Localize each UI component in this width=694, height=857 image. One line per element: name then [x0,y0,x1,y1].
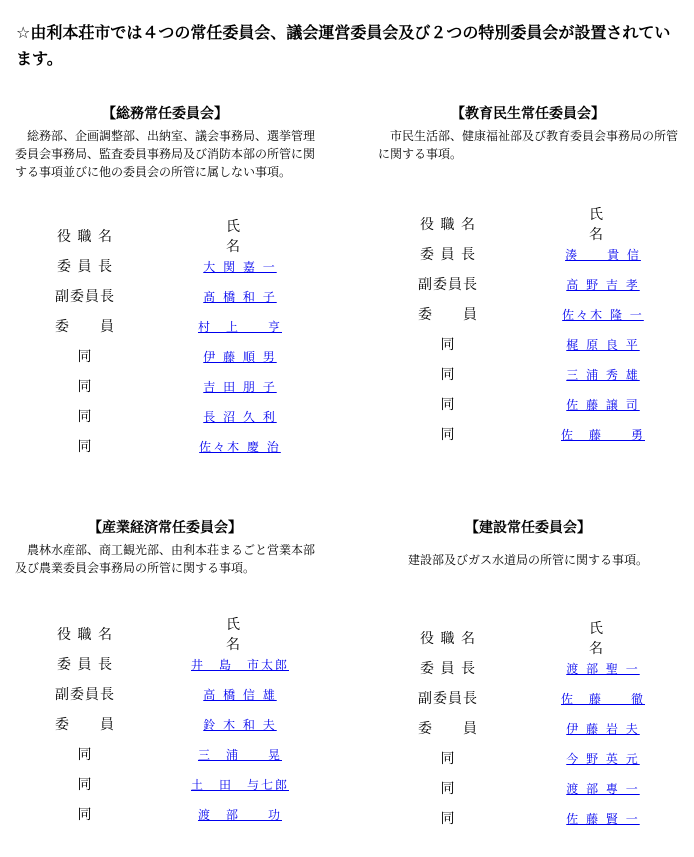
member-row [378,389,678,419]
member-row [15,341,315,371]
member-list [378,209,678,449]
committee-title: 【産業経済常任委員会】 [88,520,242,536]
committee-description: 建設部及びガス水道局の所管に関する事項。 [407,553,648,567]
member-name-link[interactable]: 佐 藤 賢 一 [566,811,640,826]
member-name-link[interactable]: 井 島 市太郎 [190,657,289,672]
member-role: 同 [77,379,93,395]
member-name-link[interactable]: 大 関 嘉 一 [203,259,277,274]
role-header: 役 職 名 [420,217,476,233]
member-list-header [15,219,315,255]
member-name-link[interactable]: 村 上 亨 [197,319,282,334]
member-name-link[interactable]: 梶 原 良 平 [566,337,640,352]
member-row [378,329,678,359]
member-row [378,773,678,803]
member-row [15,401,315,431]
member-row [15,769,315,799]
member-name-link[interactable]: 長 沼 久 利 [203,409,277,424]
role-header: 役 職 名 [57,229,113,245]
member-row [378,299,678,329]
member-role: 同 [77,777,93,793]
member-name-link[interactable]: 佐 藤 勇 [560,427,645,442]
name-header: 氏 名 [226,617,310,653]
member-role: 同 [440,337,456,353]
member-role: 副委員長 [418,277,478,293]
role-header: 役 職 名 [420,631,476,647]
member-row [15,371,315,401]
committee-description: 農林水産部、商工観光部、由利本荘まるごと営業本部及び農業委員会事務局の所管に関する事項。 [15,543,316,575]
name-header: 氏 名 [589,621,673,657]
committee-description: 市民生活部、健康福祉部及び教育委員会事務局の所管に関する事項。 [378,129,679,161]
member-role: 副委員長 [418,691,478,707]
member-name-link[interactable]: 三 浦 晃 [197,747,282,762]
member-list-header [378,621,678,657]
member-name-link[interactable]: 湊 貴 信 [565,247,641,262]
member-name-link[interactable]: 佐 藤 徹 [560,691,645,706]
name-header: 氏 名 [226,219,310,255]
name-header: 氏 名 [589,207,673,243]
member-role: 副委員長 [55,289,115,305]
committee-panel-kensetsu [378,518,678,833]
member-role: 委 員 [418,307,478,323]
committee-panel-somu [15,104,315,461]
member-row [15,311,315,341]
member-row [378,419,678,449]
member-name-link[interactable]: 伊 藤 岩 夫 [566,721,640,736]
member-list [378,623,678,833]
member-name-link[interactable]: 高 橋 信 雄 [203,687,277,702]
committee-description: 総務部、企画調整部、出納室、議会事務局、選挙管理委員会事務局、監査委員事務局及び消防本部の所管に関する事項並びに他の委員会の所管に属しない事項。 [15,129,316,179]
member-row [15,709,315,739]
member-row [378,713,678,743]
member-row [378,803,678,833]
committee-panel-kyoiku [378,104,678,449]
member-row [378,269,678,299]
member-role: 委 員 長 [420,661,476,677]
member-row [378,743,678,773]
member-role: 同 [77,349,93,365]
member-name-link[interactable]: 土 田 与七郎 [190,777,289,792]
member-row [15,679,315,709]
member-row [15,739,315,769]
committee-panel-sangyo [15,518,315,829]
member-role: 同 [440,367,456,383]
member-name-link[interactable]: 吉 田 朋 子 [203,379,277,394]
member-role: 同 [77,409,93,425]
member-role: 委 員 長 [57,657,113,673]
member-role: 委 員 [418,721,478,737]
committee-title: 【建設常任委員会】 [465,520,591,536]
member-role: 同 [440,397,456,413]
member-role: 同 [440,811,456,827]
role-header: 役 職 名 [57,627,113,643]
member-name-link[interactable]: 佐々木 慶 治 [199,439,281,454]
member-list [15,221,315,461]
member-role: 委 員 長 [57,259,113,275]
member-name-link[interactable]: 渡 部 專 一 [566,781,640,796]
member-role: 同 [440,781,456,797]
member-role: 委 員 [55,717,115,733]
member-row [378,359,678,389]
member-name-link[interactable]: 鈴 木 和 夫 [203,717,277,732]
member-role: 委 員 長 [420,247,476,263]
intro-heading: ☆由利本荘市では４つの常任委員会、議会運営委員会及び２つの特別委員会が設置されています。 [16,23,671,68]
member-name-link[interactable]: 佐々木 隆 一 [562,307,644,322]
member-row [378,683,678,713]
member-name-link[interactable]: 高 野 吉 孝 [566,277,640,292]
member-role: 同 [77,439,93,455]
member-list [15,619,315,829]
member-role: 同 [77,807,93,823]
member-name-link[interactable]: 渡 部 功 [197,807,282,822]
member-list-header [378,207,678,243]
member-name-link[interactable]: 伊 藤 順 男 [203,349,277,364]
member-name-link[interactable]: 渡 部 聖 一 [566,661,640,676]
committee-title: 【総務常任委員会】 [102,106,228,122]
member-name-link[interactable]: 佐 藤 譲 司 [566,397,640,412]
member-role: 委 員 [55,319,115,335]
member-role: 同 [440,427,456,443]
member-row [15,431,315,461]
member-list-header [15,617,315,653]
member-role: 同 [77,747,93,763]
member-role: 同 [440,751,456,767]
member-row [15,799,315,829]
member-role: 副委員長 [55,687,115,703]
member-name-link[interactable]: 髙 橋 和 子 [203,289,277,304]
member-name-link[interactable]: 三 浦 秀 雄 [566,367,640,382]
member-row [15,281,315,311]
member-name-link[interactable]: 今 野 英 元 [566,751,640,766]
committee-title: 【教育民生常任委員会】 [451,106,605,122]
